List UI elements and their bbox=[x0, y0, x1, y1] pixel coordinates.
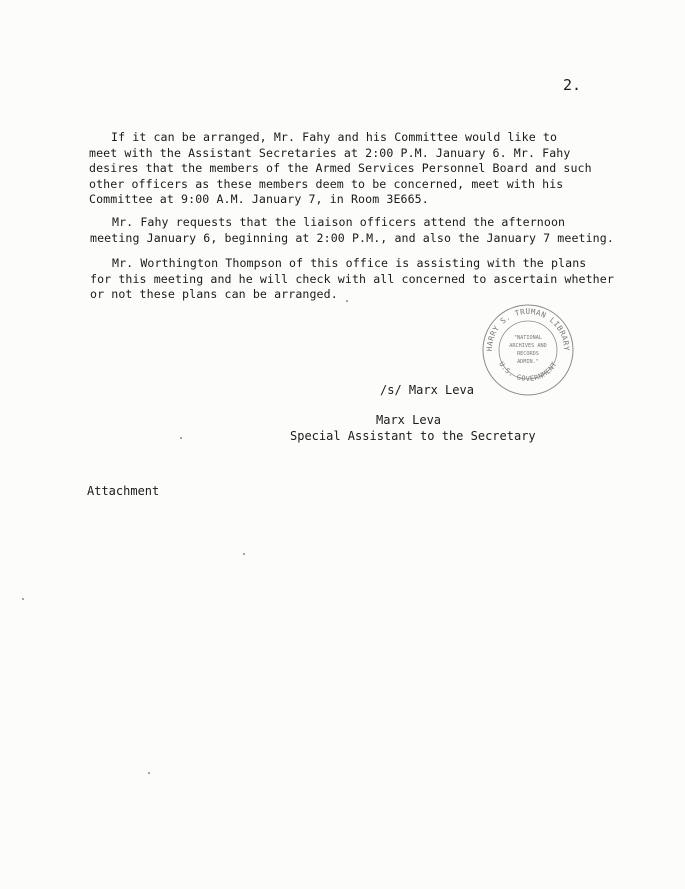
stamp-inner-line: ADMIN." bbox=[517, 359, 539, 365]
paragraph-line: for this meeting and he will check with all concerned to ascertain whether bbox=[90, 271, 614, 286]
stamp-inner-line: ARCHIVES AND bbox=[509, 343, 547, 349]
paragraph-line: other officers as these members deem to be concerned, meet with his bbox=[89, 176, 564, 191]
stamp-outer-text: HARRY S. TRUMAN LIBRARY bbox=[484, 307, 572, 352]
paragraph-line: meeting January 6, beginning at 2:00 P.M., and also the January 7 meeting. bbox=[90, 230, 614, 245]
stamp-outer-bottom-text: U.S. GOVERNMENT bbox=[497, 360, 559, 383]
scan-speck bbox=[22, 598, 24, 600]
page-number: 2. bbox=[563, 76, 582, 94]
paragraph-line: Mr. Fahy requests that the liaison officers attend the afternoon bbox=[112, 215, 566, 229]
scan-speck bbox=[243, 553, 245, 555]
paragraph-line: desires that the members of the Armed Services Personnel Board and such bbox=[89, 161, 592, 175]
paragraph-liaison-officers bbox=[90, 215, 630, 246]
signature-signed: /s/ Marx Leva bbox=[380, 383, 474, 397]
stamp-inner-line: RECORDS bbox=[517, 351, 539, 357]
attachment-label: Attachment bbox=[87, 484, 160, 498]
scan-speck bbox=[148, 772, 150, 774]
scan-speck bbox=[180, 437, 182, 439]
paragraph-meeting-arrangements bbox=[89, 130, 629, 208]
signature-title: Special Assistant to the Secretary bbox=[290, 429, 536, 443]
paragraph-line: If it can be arranged, Mr. Fahy and his Committee would like to bbox=[111, 130, 558, 144]
signature-name: Marx Leva bbox=[376, 413, 442, 427]
paragraph-line: or not these plans can be arranged. bbox=[90, 287, 338, 301]
scan-speck bbox=[346, 300, 348, 302]
paragraph-line: Committee at 9:00 A.M. January 7, in Room 3E665. bbox=[89, 192, 429, 206]
stamp-inner-line: "NATIONAL bbox=[513, 335, 543, 341]
truman-library-stamp bbox=[478, 300, 578, 400]
paragraph-line: meet with the Assistant Secretaries at 2:00 P.M. January 6. Mr. Fahy bbox=[89, 145, 571, 160]
paragraph-line: Mr. Worthington Thompson of this office is assisting with the plans bbox=[112, 256, 587, 270]
paragraph-thompson-assisting bbox=[90, 256, 630, 303]
